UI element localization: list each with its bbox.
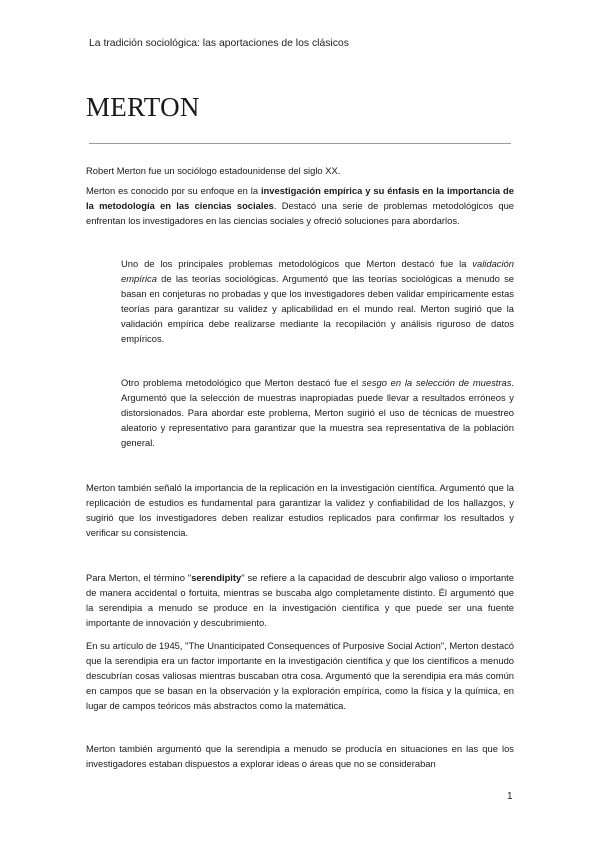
sample-bias-term: sesgo en la selección de muestras xyxy=(361,377,512,388)
validation-text-start: Uno de los principales problemas metodológicos que Merton destacó fue la xyxy=(121,258,473,269)
article-1945-paragraph xyxy=(86,638,514,713)
serendipity-term: serendipity xyxy=(191,572,242,583)
replication-paragraph xyxy=(86,480,514,540)
page-title: MERTON xyxy=(86,92,200,122)
serendipity-conditions-paragraph xyxy=(86,741,514,771)
methodology-emphasis: investigación empírica y su énfasis en la importancia de la metodología en las ciencias sociales xyxy=(86,185,514,211)
validation-text-end: de las teorías sociológicas. Argumentó que las teorías sociológicas a menudo se basan en conjeturas no probadas y que los investigadores deben validar empíricamente estas teorías para garantizar su validez y aplicabilidad en el mundo real. Merton sugirió que la validación empírica debe realizarse mediante la recopilación y análisis riguroso de datos empíricos. xyxy=(121,273,514,344)
sample-bias-paragraph xyxy=(121,375,514,450)
intro-paragraph xyxy=(86,163,514,178)
methodology-paragraph xyxy=(86,183,514,228)
title-divider xyxy=(89,143,511,144)
running-header: La tradición sociológica: las aportaciones de los clásicos xyxy=(89,38,349,49)
methodology-text-start: Merton es conocido por su enfoque en la xyxy=(86,185,261,196)
validation-term: validación empírica xyxy=(121,258,514,284)
intro-text: Robert Merton fue un sociólogo estadounidense del siglo XX. xyxy=(86,165,341,176)
page-number: 1 xyxy=(507,791,513,802)
methodology-text-end: . Destacó una serie de problemas metodológicos que enfrentan los investigadores en las ciencias sociales y ofreció soluciones para abordarlos. xyxy=(86,200,514,226)
serendipity-text-end: " se refiere a la capacidad de descubrir algo valioso o importante de manera accidental o fortuita, mientras se buscaba algo completamente distinto. Él argumentó que la serendipia a menudo se produce en la investigación científica y que puede ser una fuente importante de innovación y descubrimiento. xyxy=(86,572,514,628)
sample-bias-text-start: Otro problema metodológico que Merton destacó fue el xyxy=(121,377,362,388)
empirical-validation-paragraph xyxy=(121,256,514,346)
sample-bias-text-end: . Argumentó que la selección de muestras inapropiadas puede llevar a resultados erróneos y distorsionados. Para abordar este problema, Merton sugirió el uso de técnicas de muestreo aleatorio y representativo para garantizar que la muestra sea representativa de la población general. xyxy=(121,377,514,448)
replication-text: Merton también señaló la importancia de la replicación en la investigación científica. Argumentó que la replicación de estudios es fundamental para garantizar la validez y confiabilidad de los hallazgos, y sugirió que los investigadores deben realizar estudios replicados para confirmar los resultados y verificar su consistencia. xyxy=(86,482,514,538)
article-1945-text: En su artículo de 1945, "The Unanticipated Consequences of Purposive Social Action", Merton destacó que la serendipia era un factor importante en la investigación científica y que los científicos a menudo descubrían cosas valiosas mientras buscaban otra cosa. Argumentó que la serendipia era más común en campos que se basan en la observación y la exploración empírica, como la física y la química, en lugar de campos teóricos más abstractos como la matemática. xyxy=(86,640,514,711)
serendipity-paragraph xyxy=(86,570,514,630)
serendipity-text-start: Para Merton, el término " xyxy=(86,572,192,583)
serendipity-conditions-text: Merton también argumentó que la serendipia a menudo se producía en situaciones en las que los investigadores estaban dispuestos a explorar ideas o áreas que no se consideraban xyxy=(86,743,514,769)
